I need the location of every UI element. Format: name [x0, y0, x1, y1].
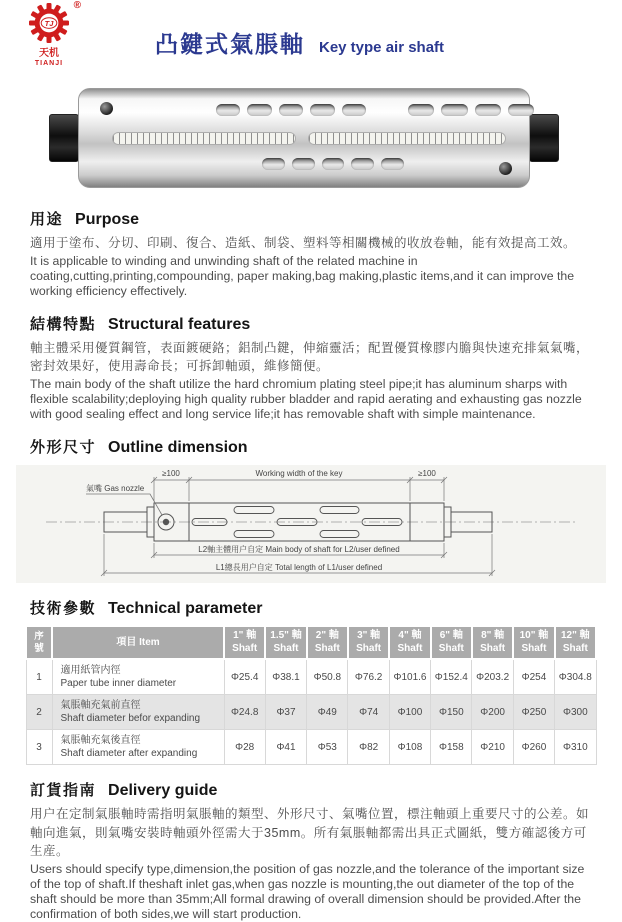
row-no: 1	[26, 659, 52, 695]
param-value: Φ310	[555, 730, 596, 765]
param-value: Φ24.8	[224, 695, 265, 730]
param-value: Φ28	[224, 730, 265, 765]
shaft-scale-band-left	[112, 132, 296, 145]
param-value: Φ76.2	[348, 659, 389, 695]
shaft-end-journal-left	[49, 114, 79, 162]
section-delivery-guide	[30, 779, 592, 921]
table-header-row	[26, 626, 596, 659]
parameters-heading-cn: 技術參數	[30, 600, 97, 618]
table-row	[26, 695, 596, 730]
col-header-shaft: 1" 軸 Shaft	[224, 626, 265, 659]
delivery-heading-cn: 訂貨指南	[30, 782, 97, 800]
page-title-en: Key type air shaft	[319, 39, 445, 56]
param-value: Φ210	[472, 730, 513, 765]
delivery-heading-en: Delivery guide	[108, 782, 218, 800]
outline-heading-en: Outline dimension	[108, 439, 248, 457]
param-value: Φ203.2	[472, 659, 513, 695]
row-item: 氣脹軸充氣前直徑 Shaft diameter befor expanding	[52, 695, 224, 730]
dim-label-right: ≥100	[418, 469, 436, 479]
technical-parameter-table	[25, 625, 597, 765]
key-slot-group	[216, 104, 366, 116]
param-value: Φ38.1	[265, 659, 306, 695]
param-value: Φ74	[348, 695, 389, 730]
row-no: 2	[26, 695, 52, 730]
logo-name-cn: 天机	[39, 48, 59, 59]
key-slot-group	[262, 158, 404, 170]
features-body-en: The main body of the shaft utilize the hard chromium plating steel pipe;it has aluminum sharps with flexible scalability;deploying high quality rubber bladder and rapid aerating and exhausting gas nozzle with good sealing effect and long service life;it has removable shaft with simple maintenance.	[30, 377, 582, 422]
param-value: Φ53	[307, 730, 348, 765]
key-slot-group	[408, 104, 534, 116]
gas-nozzle-dot	[499, 162, 512, 175]
features-heading-en: Structural features	[108, 316, 251, 334]
col-header-shaft: 2" 軸 Shaft	[307, 626, 348, 659]
param-value: Φ260	[513, 730, 554, 765]
param-value: Φ200	[472, 695, 513, 730]
param-value: Φ150	[431, 695, 472, 730]
param-value: Φ101.6	[389, 659, 430, 695]
param-value: Φ152.4	[431, 659, 472, 695]
param-value: Φ300	[555, 695, 596, 730]
col-header-shaft: 3" 軸 Shaft	[348, 626, 389, 659]
col-header-item: 項目 Item	[52, 626, 224, 659]
row-item: 適用紙管内徑 Paper tube inner diameter	[52, 659, 224, 695]
shaft-end-journal-right	[529, 114, 559, 162]
param-value: Φ108	[389, 730, 430, 765]
table-row	[26, 659, 596, 695]
purpose-body-en: It is applicable to winding and unwinding shaft of the related machine in coating,cutting,printing,compounding, paper making,bag making,plastic items,and it can improve the working efficiency effectively.	[30, 254, 575, 299]
col-header-shaft: 10" 軸 Shaft	[513, 626, 554, 659]
parameters-heading	[30, 597, 592, 618]
purpose-heading-cn: 用途	[30, 211, 64, 228]
features-body-cn: 軸主體采用優質鋼管，表面鍍硬鉻；鋁制凸鍵，伸縮靈活；配置優質橡膠内膽與快速充排氣氣嘴，密封效果好，使用壽命長；可拆卸軸頭，維修簡便。	[30, 341, 590, 374]
section-technical-parameter	[30, 597, 592, 618]
param-value: Φ82	[348, 730, 389, 765]
section-outline-dimension	[30, 436, 592, 457]
param-value: Φ41	[265, 730, 306, 765]
shaft-scale-band-right	[308, 132, 506, 145]
logo-name-en: TIANJI	[34, 60, 64, 67]
col-header-shaft: 12" 軸 Shaft	[555, 626, 596, 659]
param-value: Φ49	[307, 695, 348, 730]
dim-label-left: ≥100	[162, 469, 180, 479]
param-value: Φ50.8	[307, 659, 348, 695]
param-value: Φ37	[265, 695, 306, 730]
gear-logo-icon	[29, 0, 81, 48]
dim-label-l2: L2軸主體用户自定 Main body of shaft for L2/user defined	[198, 545, 400, 555]
param-value: Φ158	[431, 730, 472, 765]
section-structural-features	[30, 313, 592, 422]
features-heading-cn: 結構特點	[30, 316, 97, 334]
dim-label-center: Working width of the key	[255, 469, 343, 479]
section-purpose	[30, 208, 592, 299]
product-photo	[0, 84, 622, 194]
param-value: Φ25.4	[224, 659, 265, 695]
col-header-shaft: 8" 軸 Shaft	[472, 626, 513, 659]
purpose-body-cn: 適用于塗布、分切、印刷、復合、造紙、制袋、塑料等相關機械的收放卷軸，能有效提高工效。	[30, 236, 577, 250]
param-value: Φ254	[513, 659, 554, 695]
table-row	[26, 730, 596, 765]
param-value: Φ304.8	[555, 659, 596, 695]
features-heading	[30, 313, 592, 334]
page-header	[0, 0, 622, 67]
purpose-heading-en: Purpose	[75, 211, 140, 228]
delivery-body-cn: 用户在定制氣脹軸時需指明氣脹軸的類型、外形尺寸、氣嘴位置，標注軸頭上重要尺寸的公差。如軸向進氣，則氣嘴安裝時軸頭外徑需大于35mm。所有氣脹軸都需出具正式圖紙，雙方確認後方可生産。	[30, 807, 590, 858]
dim-label-l1: L1總長用户自定 Total length of L1/user defined	[215, 563, 383, 573]
gas-nozzle-label: 氣嘴 Gas nozzle	[86, 484, 145, 494]
parameters-heading-en: Technical parameter	[108, 600, 263, 618]
logo-monogram: TJ	[44, 18, 54, 28]
outline-heading	[30, 436, 592, 457]
delivery-body-en: Users should specify type,dimension,the position of gas nozzle,and the tolerance of the important size of the top of shaft.If theshaft inlet gas,when gas nozzle is mounting,the out diameter of the top of the shaft should be more than 35mm;All formal drawing of overall dimension should be provided.After the confirmation of both sides,we will start production.	[30, 861, 585, 921]
col-header-shaft: 1.5" 軸 Shaft	[265, 626, 306, 659]
delivery-heading	[30, 779, 592, 800]
col-header-shaft: 6" 軸 Shaft	[431, 626, 472, 659]
page-title-cn: 凸鍵式氣脹軸	[155, 31, 305, 57]
row-item: 氣脹軸充氣後直徑 Shaft diameter after expanding	[52, 730, 224, 765]
param-value: Φ250	[513, 695, 554, 730]
page-title	[155, 26, 444, 59]
outline-heading-cn: 外形尺寸	[30, 439, 97, 457]
param-value: Φ100	[389, 695, 430, 730]
registered-mark: ®	[73, 0, 81, 11]
col-header-shaft: 4" 軸 Shaft	[389, 626, 430, 659]
gas-nozzle-dot	[100, 102, 113, 115]
purpose-heading	[30, 208, 592, 229]
outline-dimension-drawing	[16, 465, 606, 583]
company-logo	[14, 0, 84, 68]
col-header-no: 序 號	[26, 626, 52, 659]
row-no: 3	[26, 730, 52, 765]
